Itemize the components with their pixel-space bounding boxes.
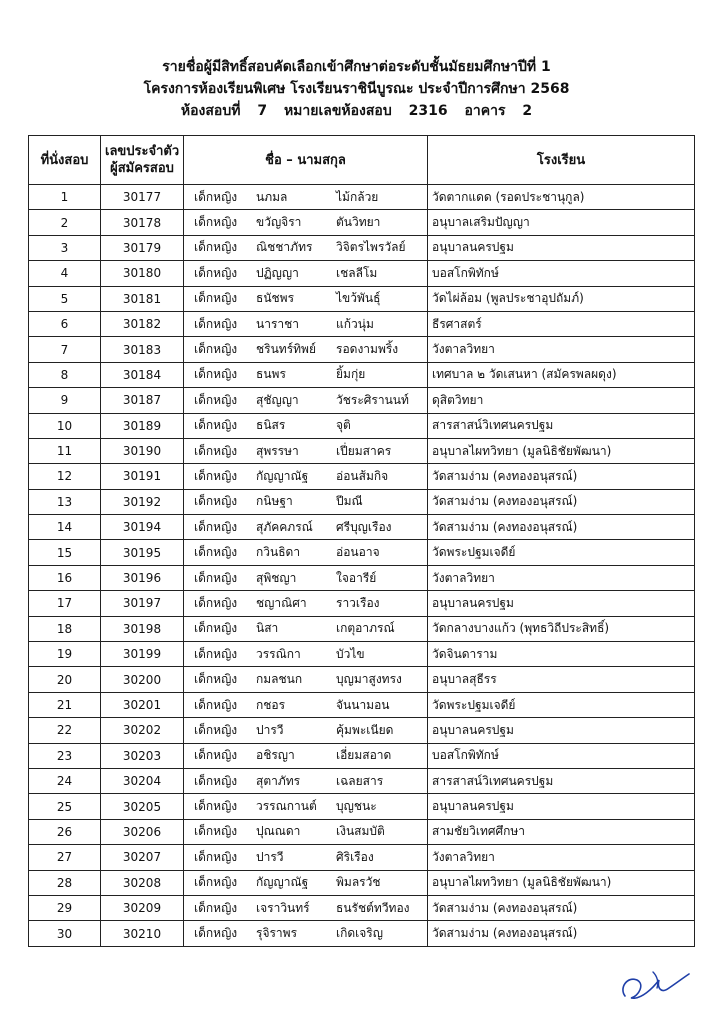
first-name: สุพรรษา <box>256 443 299 458</box>
table-row <box>29 464 695 489</box>
application-number-cell: 30180 <box>101 261 184 286</box>
name-prefix: เด็กหญิง <box>194 189 238 204</box>
last-name: ธนรัชต์ทวีทอง <box>336 900 410 915</box>
document-header <box>0 56 713 122</box>
table-row <box>29 337 695 362</box>
school-cell: วัดสามง่าม (คงทองอนุสรณ์) <box>428 464 695 489</box>
application-number-cell: 30195 <box>101 540 184 565</box>
school-cell: วัดพระปฐมเจดีย์ <box>428 692 695 717</box>
last-name: รอดงามพริ้ง <box>336 342 399 357</box>
last-name: วิจิตรไพรวัลย์ <box>336 240 406 255</box>
room-code-label: หมายเลขห้องสอบ <box>283 103 392 119</box>
name-prefix: เด็กหญิง <box>194 468 238 483</box>
room-number: 7 <box>257 103 268 119</box>
col-header-name: ชื่อ – นามสกุล <box>184 136 428 185</box>
seat-number-cell: 4 <box>29 261 101 286</box>
table-row <box>29 819 695 844</box>
last-name: เงินสมบัติ <box>336 824 385 839</box>
table-row <box>29 362 695 387</box>
last-name: เฉลยสาร <box>336 773 384 788</box>
table-row <box>29 311 695 336</box>
application-number-cell: 30177 <box>101 185 184 210</box>
full-name-cell <box>184 235 428 260</box>
first-name: ปฏิญญา <box>256 265 299 280</box>
table-row <box>29 286 695 311</box>
application-number-cell: 30181 <box>101 286 184 311</box>
full-name-cell <box>184 388 428 413</box>
application-number-cell: 30209 <box>101 895 184 920</box>
col-header-seat: ที่นั่งสอบ <box>29 136 101 185</box>
first-name: อชิรญา <box>256 748 295 763</box>
school-cell: วัดไผ่ล้อม (พูลประชาอุปถัมภ์) <box>428 286 695 311</box>
first-name: ปุณณดา <box>256 824 301 839</box>
last-name: อ่อนอาจ <box>336 545 380 560</box>
last-name: บุญมาสูงทรง <box>336 672 402 687</box>
building-number: 2 <box>522 103 533 119</box>
seat-number-cell: 21 <box>29 692 101 717</box>
seat-number-cell: 15 <box>29 540 101 565</box>
table-row <box>29 718 695 743</box>
school-cell: บอสโกพิทักษ์ <box>428 743 695 768</box>
school-cell: บอสโกพิทักษ์ <box>428 261 695 286</box>
table-row <box>29 235 695 260</box>
candidate-table <box>28 135 695 947</box>
seat-number-cell: 26 <box>29 819 101 844</box>
seat-number-cell: 2 <box>29 210 101 235</box>
name-prefix: เด็กหญิง <box>194 595 238 610</box>
school-cell: วังตาลวิทยา <box>428 337 695 362</box>
application-number-cell: 30187 <box>101 388 184 413</box>
signature-icon <box>613 958 693 1008</box>
school-cell: วังตาลวิทยา <box>428 845 695 870</box>
last-name: ศรีบุญเรือง <box>336 519 392 534</box>
table-row <box>29 540 695 565</box>
seat-number-cell: 30 <box>29 921 101 946</box>
last-name: บุญชนะ <box>336 799 377 814</box>
seat-number-cell: 25 <box>29 794 101 819</box>
full-name-cell <box>184 515 428 540</box>
room-code: 2316 <box>408 103 448 119</box>
table-row <box>29 616 695 641</box>
last-name: ไขว้พันธุ์ <box>336 291 381 306</box>
first-name: ปารวี <box>256 722 284 737</box>
name-prefix: เด็กหญิง <box>194 926 238 941</box>
application-number-cell: 30184 <box>101 362 184 387</box>
table-row <box>29 921 695 946</box>
name-prefix: เด็กหญิง <box>194 265 238 280</box>
table-row <box>29 489 695 514</box>
full-name-cell <box>184 210 428 235</box>
full-name-cell <box>184 540 428 565</box>
first-name: ณิชชาภัทร <box>256 240 313 255</box>
table-row <box>29 743 695 768</box>
table-row <box>29 642 695 667</box>
seat-number-cell: 16 <box>29 565 101 590</box>
name-prefix: เด็กหญิง <box>194 443 238 458</box>
application-number-cell: 30194 <box>101 515 184 540</box>
first-name: กชอร <box>256 697 286 712</box>
full-name-cell <box>184 438 428 463</box>
table-row <box>29 667 695 692</box>
first-name: เจราวินทร์ <box>256 900 310 915</box>
table-row <box>29 565 695 590</box>
name-prefix: เด็กหญิง <box>194 418 238 433</box>
school-cell: อนุบาลนครปฐม <box>428 591 695 616</box>
application-number-cell: 30204 <box>101 768 184 793</box>
application-number-cell: 30202 <box>101 718 184 743</box>
first-name: สุชัญญา <box>256 392 299 407</box>
first-name: ชญาณิศา <box>256 595 307 610</box>
full-name-cell <box>184 642 428 667</box>
first-name: ธนิสร <box>256 418 286 433</box>
last-name: แก้วนุ่ม <box>336 316 374 331</box>
name-prefix: เด็กหญิง <box>194 849 238 864</box>
application-number-cell: 30205 <box>101 794 184 819</box>
application-number-cell: 30189 <box>101 413 184 438</box>
last-name: พิมลรวัช <box>336 875 381 890</box>
name-prefix: เด็กหญิง <box>194 392 238 407</box>
first-name: สุพิชญา <box>256 570 297 585</box>
school-cell: อนุบาลนครปฐม <box>428 794 695 819</box>
name-prefix: เด็กหญิง <box>194 748 238 763</box>
seat-number-cell: 29 <box>29 895 101 920</box>
last-name: ศิริเรือง <box>336 849 374 864</box>
last-name: อ่อนส้มกิจ <box>336 468 389 483</box>
application-number-cell: 30196 <box>101 565 184 590</box>
full-name-cell <box>184 337 428 362</box>
first-name: ขวัญจิรา <box>256 215 302 230</box>
application-number-cell: 30190 <box>101 438 184 463</box>
school-cell: วัดพระปฐมเจดีย์ <box>428 540 695 565</box>
first-name: วรรณกานต์ <box>256 799 317 814</box>
school-cell: วังตาลวิทยา <box>428 565 695 590</box>
name-prefix: เด็กหญิง <box>194 494 238 509</box>
table-row <box>29 388 695 413</box>
last-name: ใจอารีย์ <box>336 570 377 585</box>
last-name: วัชระศิรานนท์ <box>336 392 409 407</box>
name-prefix: เด็กหญิง <box>194 545 238 560</box>
last-name: เปี่ยมสาคร <box>336 443 392 458</box>
full-name-cell <box>184 921 428 946</box>
last-name: ตันวิทยา <box>336 215 381 230</box>
last-name: ยิ้มกุ่ย <box>336 367 366 382</box>
table-row <box>29 845 695 870</box>
full-name-cell <box>184 616 428 641</box>
first-name: กมลชนก <box>256 672 303 687</box>
seat-number-cell: 22 <box>29 718 101 743</box>
seat-number-cell: 19 <box>29 642 101 667</box>
full-name-cell <box>184 311 428 336</box>
first-name: ปารวี <box>256 849 284 864</box>
school-cell: วัดสามง่าม (คงทองอนุสรณ์) <box>428 895 695 920</box>
first-name: นาราชา <box>256 316 300 331</box>
last-name: ราวเรือง <box>336 595 380 610</box>
col-header-app-line1: เลขประจำตัว <box>105 144 180 159</box>
first-name: กัญญาณัฐ <box>256 875 309 890</box>
table-row <box>29 413 695 438</box>
name-prefix: เด็กหญิง <box>194 342 238 357</box>
full-name-cell <box>184 794 428 819</box>
application-number-cell: 30208 <box>101 870 184 895</box>
name-prefix: เด็กหญิง <box>194 215 238 230</box>
application-number-cell: 30199 <box>101 642 184 667</box>
name-prefix: เด็กหญิง <box>194 367 238 382</box>
col-header-school: โรงเรียน <box>428 136 695 185</box>
full-name-cell <box>184 362 428 387</box>
school-cell: อนุบาลเสริมปัญญา <box>428 210 695 235</box>
name-prefix: เด็กหญิง <box>194 722 238 737</box>
first-name: กัญญาณัฐ <box>256 468 309 483</box>
last-name: เกิดเจริญ <box>336 926 383 941</box>
school-cell: วัดจินดาราม <box>428 642 695 667</box>
title-line-2: โครงการห้องเรียนพิเศษ โรงเรียนราชินีบูรณะ ประจำปีการศึกษา 2568 <box>143 81 570 97</box>
last-name: จุติ <box>336 418 351 433</box>
application-number-cell: 30203 <box>101 743 184 768</box>
school-cell: สารสาสน์วิเทศนครปฐม <box>428 768 695 793</box>
first-name: กวินธิดา <box>256 545 301 560</box>
full-name-cell <box>184 819 428 844</box>
school-cell: อนุบาลไผทวิทยา (มูลนิธิชัยพัฒนา) <box>428 870 695 895</box>
school-cell: ธีรศาสตร์ <box>428 311 695 336</box>
application-number-cell: 30198 <box>101 616 184 641</box>
school-cell: วัดสามง่าม (คงทองอนุสรณ์) <box>428 489 695 514</box>
name-prefix: เด็กหญิง <box>194 773 238 788</box>
full-name-cell <box>184 743 428 768</box>
full-name-cell <box>184 718 428 743</box>
building-label: อาคาร <box>464 103 506 119</box>
school-cell: อนุบาลไผทวิทยา (มูลนิธิชัยพัฒนา) <box>428 438 695 463</box>
name-prefix: เด็กหญิง <box>194 291 238 306</box>
full-name-cell <box>184 895 428 920</box>
name-prefix: เด็กหญิง <box>194 799 238 814</box>
name-prefix: เด็กหญิง <box>194 824 238 839</box>
name-prefix: เด็กหญิง <box>194 519 238 534</box>
application-number-cell: 30201 <box>101 692 184 717</box>
table-row <box>29 794 695 819</box>
seat-number-cell: 11 <box>29 438 101 463</box>
school-cell: วัดตากแดด (รอดประชานุกูล) <box>428 185 695 210</box>
school-cell: วัดสามง่าม (คงทองอนุสรณ์) <box>428 921 695 946</box>
full-name-cell <box>184 591 428 616</box>
table-row <box>29 185 695 210</box>
seat-number-cell: 9 <box>29 388 101 413</box>
full-name-cell <box>184 768 428 793</box>
seat-number-cell: 17 <box>29 591 101 616</box>
application-number-cell: 30197 <box>101 591 184 616</box>
application-number-cell: 30210 <box>101 921 184 946</box>
col-header-application-no <box>101 136 184 185</box>
school-cell: วัดกลางบางแก้ว (พุทธวิถีประสิทธิ์) <box>428 616 695 641</box>
first-name: วรรณิกา <box>256 646 301 661</box>
name-prefix: เด็กหญิง <box>194 570 238 585</box>
table-row <box>29 768 695 793</box>
last-name: บัวไข <box>336 646 365 661</box>
application-number-cell: 30178 <box>101 210 184 235</box>
last-name: ปีมณี <box>336 494 363 509</box>
seat-number-cell: 13 <box>29 489 101 514</box>
seat-number-cell: 6 <box>29 311 101 336</box>
table-header-row <box>29 136 695 185</box>
full-name-cell <box>184 667 428 692</box>
last-name: จันนามอน <box>336 697 390 712</box>
full-name-cell <box>184 286 428 311</box>
first-name: นิสา <box>256 621 279 636</box>
title-line-1: รายชื่อผู้มีสิทธิ์สอบคัดเลือกเข้าศึกษาต่อระดับชั้นมัธยมศึกษาปีที่ 1 <box>162 59 551 75</box>
col-header-app-line2: ผู้สมัครสอบ <box>110 161 174 176</box>
full-name-cell <box>184 185 428 210</box>
full-name-cell <box>184 261 428 286</box>
application-number-cell: 30182 <box>101 311 184 336</box>
seat-number-cell: 18 <box>29 616 101 641</box>
table-row <box>29 895 695 920</box>
name-prefix: เด็กหญิง <box>194 621 238 636</box>
school-cell: ดุสิตวิทยา <box>428 388 695 413</box>
full-name-cell <box>184 845 428 870</box>
table-row <box>29 591 695 616</box>
seat-number-cell: 27 <box>29 845 101 870</box>
full-name-cell <box>184 413 428 438</box>
full-name-cell <box>184 464 428 489</box>
room-label: ห้องสอบที่ <box>180 103 241 119</box>
seat-number-cell: 14 <box>29 515 101 540</box>
full-name-cell <box>184 870 428 895</box>
seat-number-cell: 7 <box>29 337 101 362</box>
application-number-cell: 30183 <box>101 337 184 362</box>
school-cell: อนุบาลนครปฐม <box>428 718 695 743</box>
table-row <box>29 692 695 717</box>
application-number-cell: 30207 <box>101 845 184 870</box>
application-number-cell: 30179 <box>101 235 184 260</box>
table-row <box>29 438 695 463</box>
school-cell: สารสาสน์วิเทศนครปฐม <box>428 413 695 438</box>
application-number-cell: 30206 <box>101 819 184 844</box>
last-name: เชลลีโม <box>336 265 378 280</box>
last-name: ไม้กล้วย <box>336 189 379 204</box>
school-cell: เทศบาล ๒ วัดเสนหา (สมัครพลผดุง) <box>428 362 695 387</box>
seat-number-cell: 1 <box>29 185 101 210</box>
table-body <box>29 185 695 947</box>
table-row <box>29 870 695 895</box>
seat-number-cell: 23 <box>29 743 101 768</box>
name-prefix: เด็กหญิง <box>194 697 238 712</box>
first-name: นภมล <box>256 189 288 204</box>
name-prefix: เด็กหญิง <box>194 672 238 687</box>
table-row <box>29 261 695 286</box>
first-name: ชรินทร์ทิพย์ <box>256 342 316 357</box>
table-row <box>29 210 695 235</box>
first-name: สุตาภัทร <box>256 773 301 788</box>
full-name-cell <box>184 489 428 514</box>
full-name-cell <box>184 692 428 717</box>
seat-number-cell: 20 <box>29 667 101 692</box>
first-name: ธนพร <box>256 367 286 382</box>
full-name-cell <box>184 565 428 590</box>
name-prefix: เด็กหญิง <box>194 875 238 890</box>
table-row <box>29 515 695 540</box>
name-prefix: เด็กหญิง <box>194 316 238 331</box>
name-prefix: เด็กหญิง <box>194 646 238 661</box>
application-number-cell: 30200 <box>101 667 184 692</box>
seat-number-cell: 24 <box>29 768 101 793</box>
seat-number-cell: 5 <box>29 286 101 311</box>
first-name: ธนัชพร <box>256 291 295 306</box>
school-cell: อนุบาลนครปฐม <box>428 235 695 260</box>
application-number-cell: 30192 <box>101 489 184 514</box>
seat-number-cell: 12 <box>29 464 101 489</box>
school-cell: อนุบาลสุธีรร <box>428 667 695 692</box>
first-name: กนิษฐา <box>256 494 293 509</box>
seat-number-cell: 8 <box>29 362 101 387</box>
school-cell: วัดสามง่าม (คงทองอนุสรณ์) <box>428 515 695 540</box>
exam-room-line <box>0 100 713 122</box>
last-name: คุ้มพะเนียด <box>336 722 394 737</box>
application-number-cell: 30191 <box>101 464 184 489</box>
last-name: เอี่ยมสอาด <box>336 748 392 763</box>
seat-number-cell: 10 <box>29 413 101 438</box>
first-name: รุจิราพร <box>256 926 298 941</box>
name-prefix: เด็กหญิง <box>194 900 238 915</box>
school-cell: สามชัยวิเทศศึกษา <box>428 819 695 844</box>
first-name: สุภัคคภรณ์ <box>256 519 313 534</box>
seat-number-cell: 3 <box>29 235 101 260</box>
name-prefix: เด็กหญิง <box>194 240 238 255</box>
last-name: เกตุอาภรณ์ <box>336 621 395 636</box>
seat-number-cell: 28 <box>29 870 101 895</box>
